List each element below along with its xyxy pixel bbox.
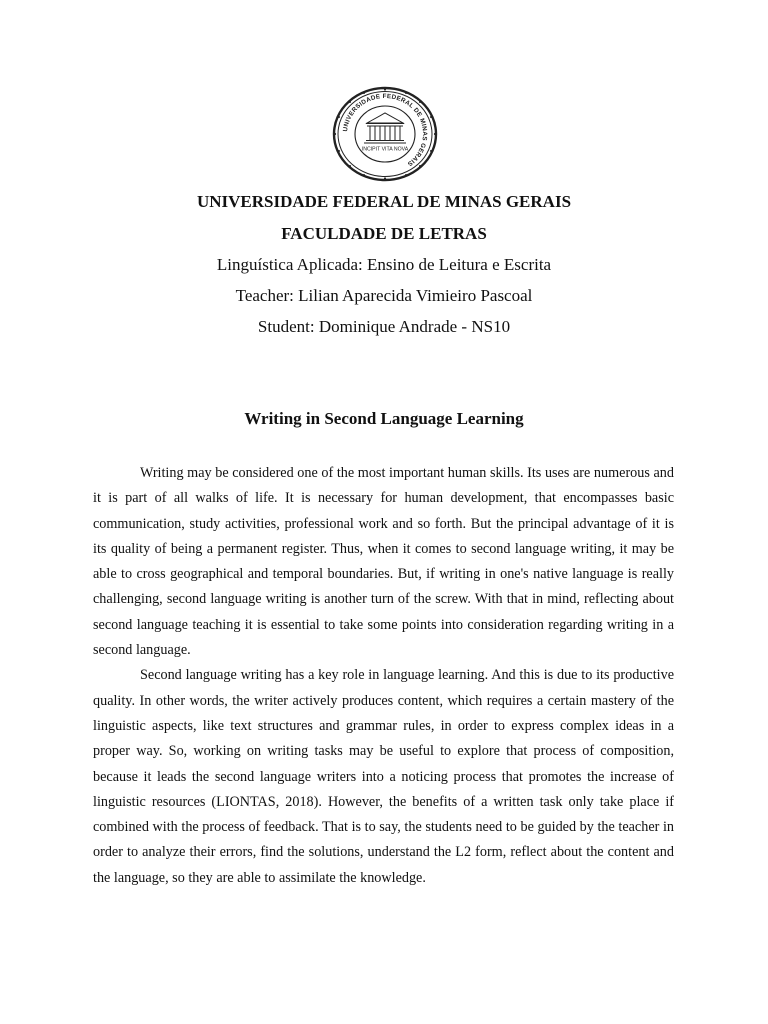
student-name: Student: Dominique Andrade - NS10 — [257, 317, 511, 336]
building-icon — [364, 113, 406, 143]
document-body — [93, 461, 674, 891]
paragraph-2: Second language writing has a key role in language learning. And this is due to its productive quality. In other words, the writer actively produces content, which requires a certain mastery of the linguistic aspects, like text structures and grammar rules, in order to express complex ideas in a proper way. So, working on writing tasks may be useful to explore that process of composition, because it leads the second language writers into a noticing process that promotes the increase of linguistic resources (LIONTAS, 2018). However, the benefits of a written task only take place if combined with the process of feedback. That is to say, the students need to be guided by the teacher in order to analyze their errors, find the solutions, understand the L2 form, reflect about the content and the language, so they are able to assimilate the knowledge. — [93, 667, 674, 886]
seal-motto: INCIPIT VITA NOVA — [361, 146, 409, 153]
paragraph-1: Writing may be considered one of the most important human skills. Its uses are numerous and it is part of all walks of life. It is necessary for human development, that encompasses basic communication, study activities, professional work and so forth. But the principal advantage of it is its quality of being a permanent register. Thus, when it comes to second language writing, it may be able to cross geographical and temporal boundaries. But, if writing in one's native language is really challenging, second language writing is another turn of the screw. With that in mind, reflecting about second language teaching it is essential to take some points into consideration regarding writing in a second language. — [93, 465, 674, 659]
faculty-name: FACULDADE DE LETRAS — [281, 224, 487, 243]
seal-ring-text: UNIVERSIDADE FEDERAL DE MINAS GERAIS — [342, 92, 429, 168]
university-seal-logo — [331, 86, 439, 182]
document-title: Writing in Second Language Learning — [244, 409, 524, 428]
course-name: Linguística Aplicada: Ensino de Leitura e Escrita — [216, 255, 552, 274]
teacher-name: Teacher: Lilian Aparecida Vimieiro Pascoal — [235, 286, 533, 305]
university-name: UNIVERSIDADE FEDERAL DE MINAS GERAIS — [196, 192, 572, 211]
